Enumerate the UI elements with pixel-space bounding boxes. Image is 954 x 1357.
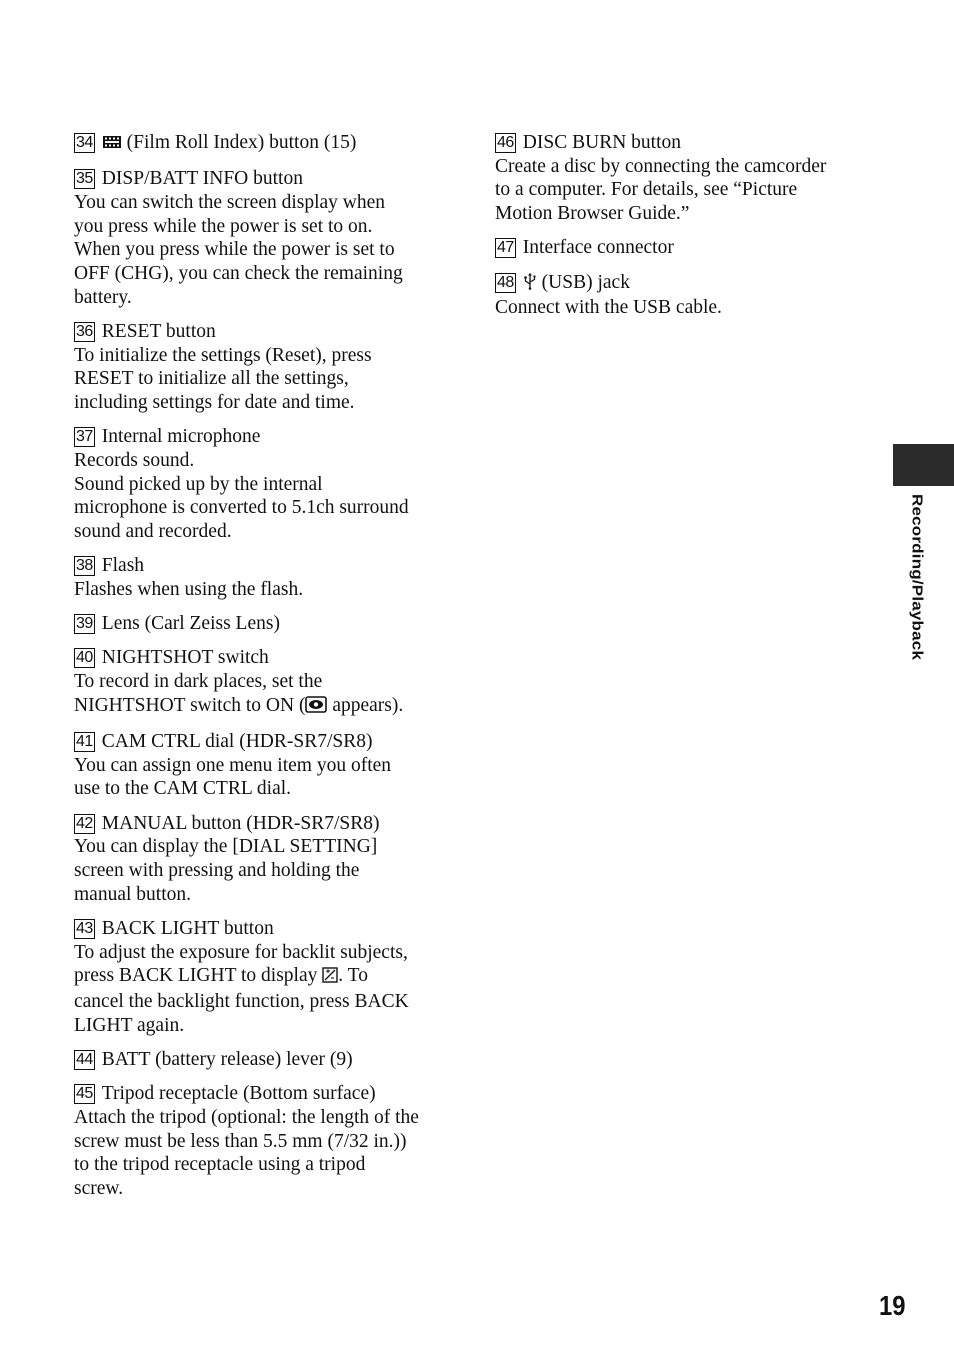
item-text: Flashes when using the flash. <box>74 578 304 600</box>
section-tab <box>893 444 954 486</box>
item-title: Tripod receptacle (Bottom surface) <box>101 1083 376 1105</box>
item-number: 36 <box>76 322 93 340</box>
item-text: You can switch the screen display when <box>74 191 386 213</box>
item-text: Motion Browser Guide.” <box>495 203 690 225</box>
item-number: 35 <box>76 170 93 188</box>
item-text: including settings for date and time. <box>74 392 355 414</box>
item-number: 46 <box>497 134 514 151</box>
item-text: screw. <box>74 1177 124 1199</box>
item-text: You can display the [DIAL SETTING] <box>74 836 378 858</box>
item-text: cancel the backlight function, press BACK <box>74 991 409 1012</box>
item-42 <box>74 812 446 907</box>
item-text: Connect with the USB cable. <box>495 297 722 319</box>
item-text: battery. <box>74 286 132 308</box>
item-text: use to the CAM CTRL dial. <box>74 778 292 800</box>
item-34 <box>74 131 446 157</box>
item-36 <box>74 320 446 415</box>
item-text: Sound picked up by the internal <box>74 473 323 495</box>
item-43 <box>74 917 446 1038</box>
item-text: OFF (CHG), you can check the remaining <box>74 263 403 285</box>
item-text: Create a disc by connecting the camcorder <box>495 155 827 177</box>
item-number: 42 <box>76 814 93 832</box>
item-text: press BACK LIGHT to display <box>74 965 323 987</box>
item-number: 37 <box>76 428 93 446</box>
item-title: (USB) jack <box>541 271 630 293</box>
item-number: 48 <box>497 273 514 291</box>
item-41 <box>74 730 446 801</box>
item-title: Interface connector <box>522 237 674 259</box>
item-38 <box>74 554 446 601</box>
item-title: BATT (battery release) lever (9) <box>101 1048 353 1070</box>
item-text: screw must be less than 5.5 mm (7/32 in.)) <box>74 1130 407 1152</box>
item-text: When you press while the power is set to <box>74 239 395 261</box>
item-title: Internal microphone <box>101 426 261 448</box>
item-text: . To <box>338 965 368 987</box>
item-title: NIGHTSHOT switch <box>101 647 269 669</box>
item-text: microphone is converted to 5.1ch surround <box>74 497 409 519</box>
item-text: To record in dark places, set the <box>74 671 323 693</box>
left-column <box>74 131 446 1211</box>
item-text: You can assign one menu item you often <box>74 754 392 776</box>
item-text: RESET to initialize all the settings, <box>74 368 349 390</box>
right-column <box>495 131 865 330</box>
item-48 <box>495 271 865 320</box>
item-title: Lens (Carl Zeiss Lens) <box>101 613 280 635</box>
item-number: 43 <box>76 919 93 937</box>
item-number: 44 <box>76 1050 93 1068</box>
item-title: RESET button <box>101 320 216 342</box>
item-text: to a computer. For details, see “Picture <box>495 179 798 201</box>
nightshot-icon <box>305 696 327 720</box>
item-40 <box>74 646 446 719</box>
item-text: To adjust the exposure for backlit subjects, <box>74 941 408 963</box>
item-46 <box>495 131 865 226</box>
item-text: manual button. <box>74 883 191 905</box>
item-text-with-icon <box>74 964 446 990</box>
film-roll-index-icon <box>102 133 122 157</box>
item-number: 39 <box>76 615 93 633</box>
section-label: Recording/Playback <box>908 494 925 661</box>
item-text: sound and recorded. <box>74 521 232 543</box>
item-text: screen with pressing and holding the <box>74 859 360 881</box>
item-number: 34 <box>76 134 93 151</box>
item-number: 41 <box>76 732 93 750</box>
item-text: To initialize the settings (Reset), press <box>74 344 372 366</box>
item-35 <box>74 167 446 309</box>
item-44 <box>74 1048 446 1072</box>
item-title: (Film Roll Index) button (15) <box>126 132 357 153</box>
item-text: NIGHTSHOT switch to ON ( <box>74 694 306 716</box>
item-number: 45 <box>76 1085 93 1103</box>
item-text-with-icon <box>74 694 446 720</box>
item-title: DISP/BATT INFO button <box>101 168 303 190</box>
item-title: Flash <box>101 555 145 577</box>
page-number: 19 <box>879 1290 906 1321</box>
item-45 <box>74 1082 446 1201</box>
item-47 <box>495 236 865 260</box>
item-text: Attach the tripod (optional: the length of the <box>74 1106 419 1128</box>
item-text: Records sound. <box>74 449 195 471</box>
item-text: LIGHT again. <box>74 1014 185 1036</box>
item-number: 40 <box>76 649 93 667</box>
item-number: 38 <box>76 557 93 575</box>
backlight-icon <box>322 966 338 990</box>
item-title: CAM CTRL dial (HDR-SR7/SR8) <box>101 730 373 752</box>
item-number: 47 <box>497 239 514 257</box>
item-title: BACK LIGHT button <box>101 917 274 939</box>
usb-icon <box>523 272 537 297</box>
item-text: to the tripod receptacle using a tripod <box>74 1154 366 1176</box>
item-text: you press while the power is set to on. <box>74 215 373 237</box>
item-text: appears). <box>327 694 404 716</box>
item-39 <box>74 612 446 636</box>
item-title: DISC BURN button <box>522 132 681 153</box>
item-title: MANUAL button (HDR-SR7/SR8) <box>101 812 380 834</box>
item-37 <box>74 425 446 544</box>
